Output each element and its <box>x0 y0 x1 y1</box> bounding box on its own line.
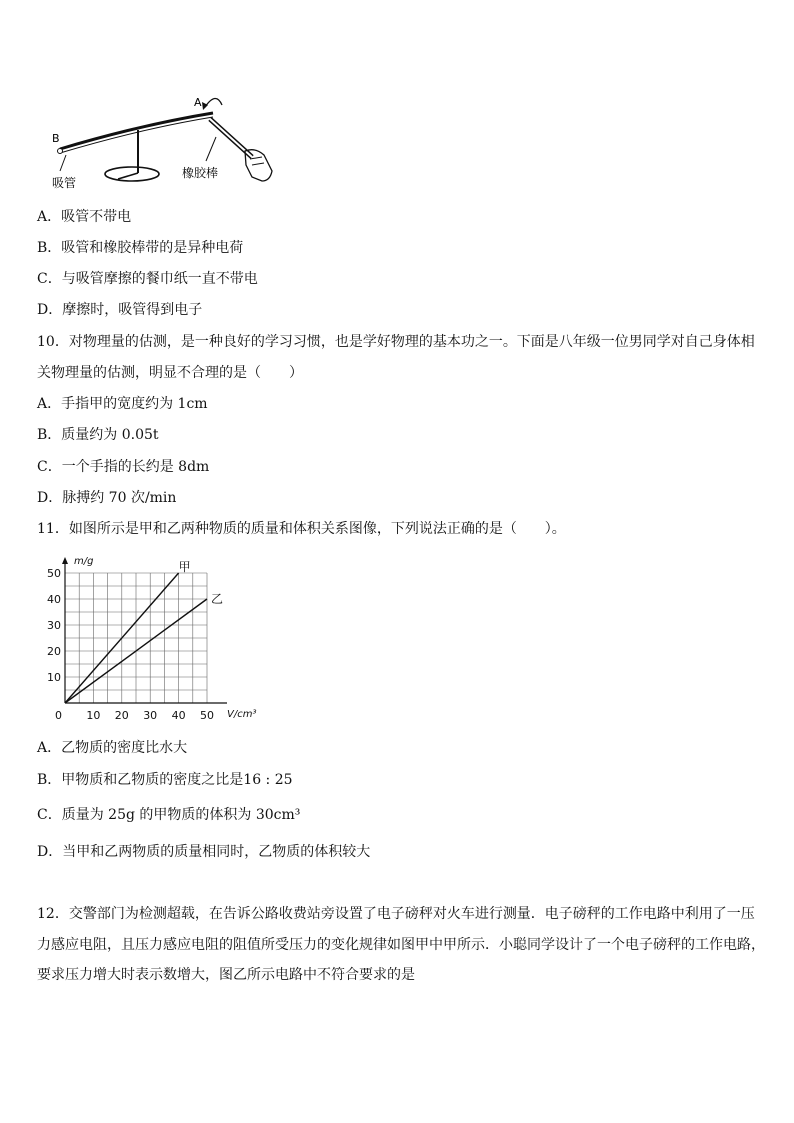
x-tick-label: 0 <box>55 709 62 722</box>
q9-option-c: C．与吸管摩擦的餐巾纸一直不带电 <box>37 271 258 287</box>
x-tick-label: 10 <box>86 709 101 722</box>
q10-option-c: C．一个手指的长约是 8dm <box>37 459 210 475</box>
x-tick-label: 50 <box>200 709 214 722</box>
x-tick-label: 40 <box>171 709 186 722</box>
q9-option-b: B．吸管和橡胶棒带的是异种电荷 <box>37 240 244 256</box>
q10-option-b: B．质量约为 0.05t <box>37 427 159 443</box>
q12-stem-line3: 要求压力增大时表示数增大，图乙所示电路中不符合要求的是 <box>37 967 415 983</box>
q9-option-d: D．摩擦时，吸管得到电子 <box>37 302 203 318</box>
y-tick-label: 20 <box>47 645 61 658</box>
q12-stem-line1: 12．交警部门为检测超载，在告诉公路收费站旁设置了电子磅秤对火车进行测量．电子磅秤的工作电路中利用了一压 <box>37 906 755 922</box>
q11-stem: 11．如图所示是甲和乙两种物质的质量和体积关系图像，下列说法正确的是（ ）。 <box>37 521 566 537</box>
series-label: 甲 <box>178 560 191 574</box>
label-a: A <box>194 96 202 109</box>
q10-option-d: D．脉搏约 70 次/min <box>37 490 177 506</box>
label-straw: 吸管 <box>52 176 77 190</box>
q9-option-a: A．吸管不带电 <box>37 209 132 225</box>
q12-stem-line2: 力感应电阻，且压力感应电阻的阻值所受压力的变化规律如图甲中甲所示．小聪同学设计了一个电子磅秤的工作电路， <box>37 937 765 953</box>
x-tick-label: 20 <box>114 709 129 722</box>
q11-option-d: D．当甲和乙两物质的质量相同时，乙物质的体积较大 <box>37 844 371 860</box>
straw <box>60 113 213 149</box>
rotation-arrow-icon <box>205 98 222 107</box>
q10-option-a: A．手指甲的宽度约为 1cm <box>37 396 208 412</box>
y-axis-label: m/g <box>74 556 94 567</box>
q11-option-b: B．甲物质和乙物质的密度之比是16 : 25 <box>37 772 293 788</box>
label-b: B <box>52 132 60 145</box>
q10-stem-line1: 10．对物理量的估测，是一种良好的学习习惯，也是学好物理的基本功之一。下面是八年级一位男同学对自己身体相 <box>37 334 755 350</box>
q10-stem-line2: 关物理量的估测，明显不合理的是（ ） <box>37 365 303 381</box>
straw-experiment-figure <box>40 85 290 195</box>
mass-volume-chart <box>40 552 270 730</box>
x-axis-label: V/cm³ <box>227 709 257 720</box>
y-tick-label: 10 <box>47 671 61 684</box>
x-tick-label: 30 <box>143 709 158 722</box>
y-tick-label: 40 <box>47 593 61 606</box>
q11-option-c: C．质量为 25g 的甲物质的体积为 30cm³ <box>37 807 301 823</box>
y-axis-arrow-icon <box>62 557 68 564</box>
y-tick-label: 50 <box>47 567 61 580</box>
q11-option-a: A．乙物质的密度比水大 <box>37 740 188 756</box>
series-label: 乙 <box>211 592 224 606</box>
y-tick-label: 30 <box>47 619 61 632</box>
stand-foot <box>118 173 138 179</box>
label-rubber-rod: 橡胶棒 <box>182 166 219 180</box>
